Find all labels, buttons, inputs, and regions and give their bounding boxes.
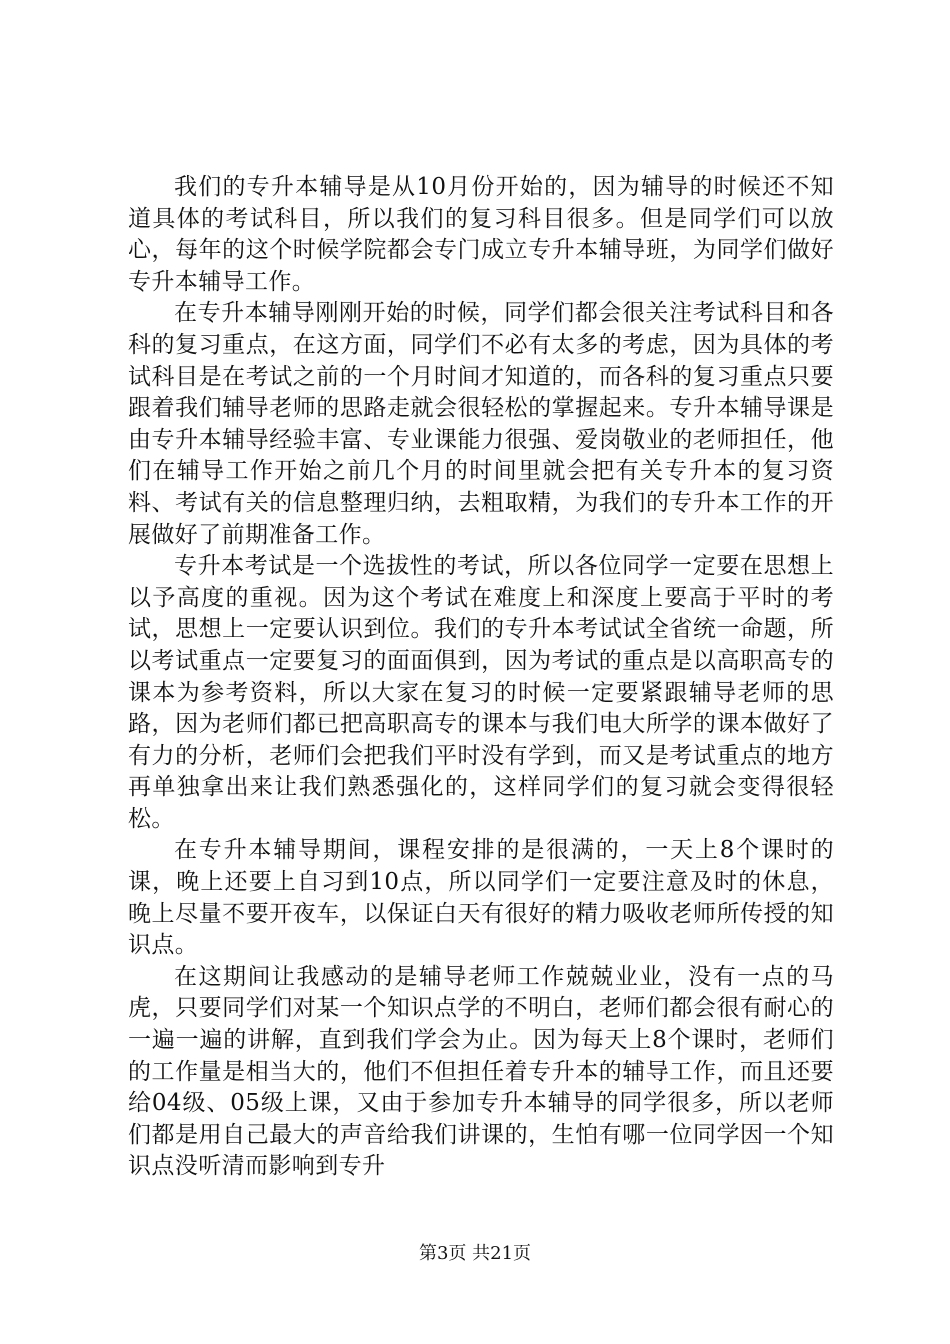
- paragraph-1: 我们的专升本辅导是从10月份开始的，因为辅导的时候还不知道具体的考试科目，所以我们的复习科目很多。但是同学们可以放心，每年的这个时候学院都会专门成立专升本辅导班，为同学们做好专升本辅导工作。: [128, 174, 834, 295]
- document-body: [128, 172, 834, 1183]
- paragraph-4: 在专升本辅导期间，课程安排的是很满的，一天上8个课时的课，晚上还要上自习到10点，所以同学们一定要注意及时的休息，晚上尽量不要开夜车，以保证白天有很好的精力吸收老师所传授的知识点。: [128, 837, 834, 959]
- page-footer: 第3页 共21页: [418, 1243, 532, 1264]
- paragraph-2: 在专升本辅导刚刚开始的时候，同学们都会很关注考试科目和各科的复习重点，在这方面，同学们不必有太多的考虑，因为具体的考试科目是在考试之前的一个月时间才知道的，而各科的复习重点只要跟着我们辅导老师的思路走就会很轻松的掌握起来。专升本辅导课是由专升本辅导经验丰富、专业课能力很强、爱岗敬业的老师担任，他们在辅导工作开始之前几个月的时间里就会把有关专升本的复习资料、考试有关的信息整理归纳，去粗取精，为我们的专升本工作的开展做好了前期准备工作。: [128, 300, 834, 548]
- paragraph-3: 专升本考试是一个选拔性的考试，所以各位同学一定要在思想上以予高度的重视。因为这个考试在难度上和深度上要高于平时的考试，思想上一定要认识到位。我们的专升本考试试全省统一命题，所以考试重点一定要复习的面面俱到，因为考试的重点是以高职高专的课本为参考资料，所以大家在复习的时候一定要紧跟辅导老师的思路，因为老师们都已把高职高专的课本与我们电大所学的课本做好了有力的分析，老师们会把我们平时没有学到，而又是考试重点的地方再单独拿出来让我们熟悉强化的，这样同学们的复习就会变得很轻松。: [128, 553, 834, 832]
- paragraph-5: 在这期间让我感动的是辅导老师工作兢兢业业，没有一点的马虎，只要同学们对某一个知识点学的不明白，老师们都会很有耐心的一遍一遍的讲解，直到我们学会为止。因为每天上8个课时，老师们的工作量是相当大的，他们不但担任着专升本的辅导工作，而且还要给04级、05级上课，又由于参加专升本辅导的同学很多，所以老师们都是用自己最大的声音给我们讲课的，生怕有哪一位同学因一个知识点没听清而影响到专升: [128, 963, 834, 1180]
